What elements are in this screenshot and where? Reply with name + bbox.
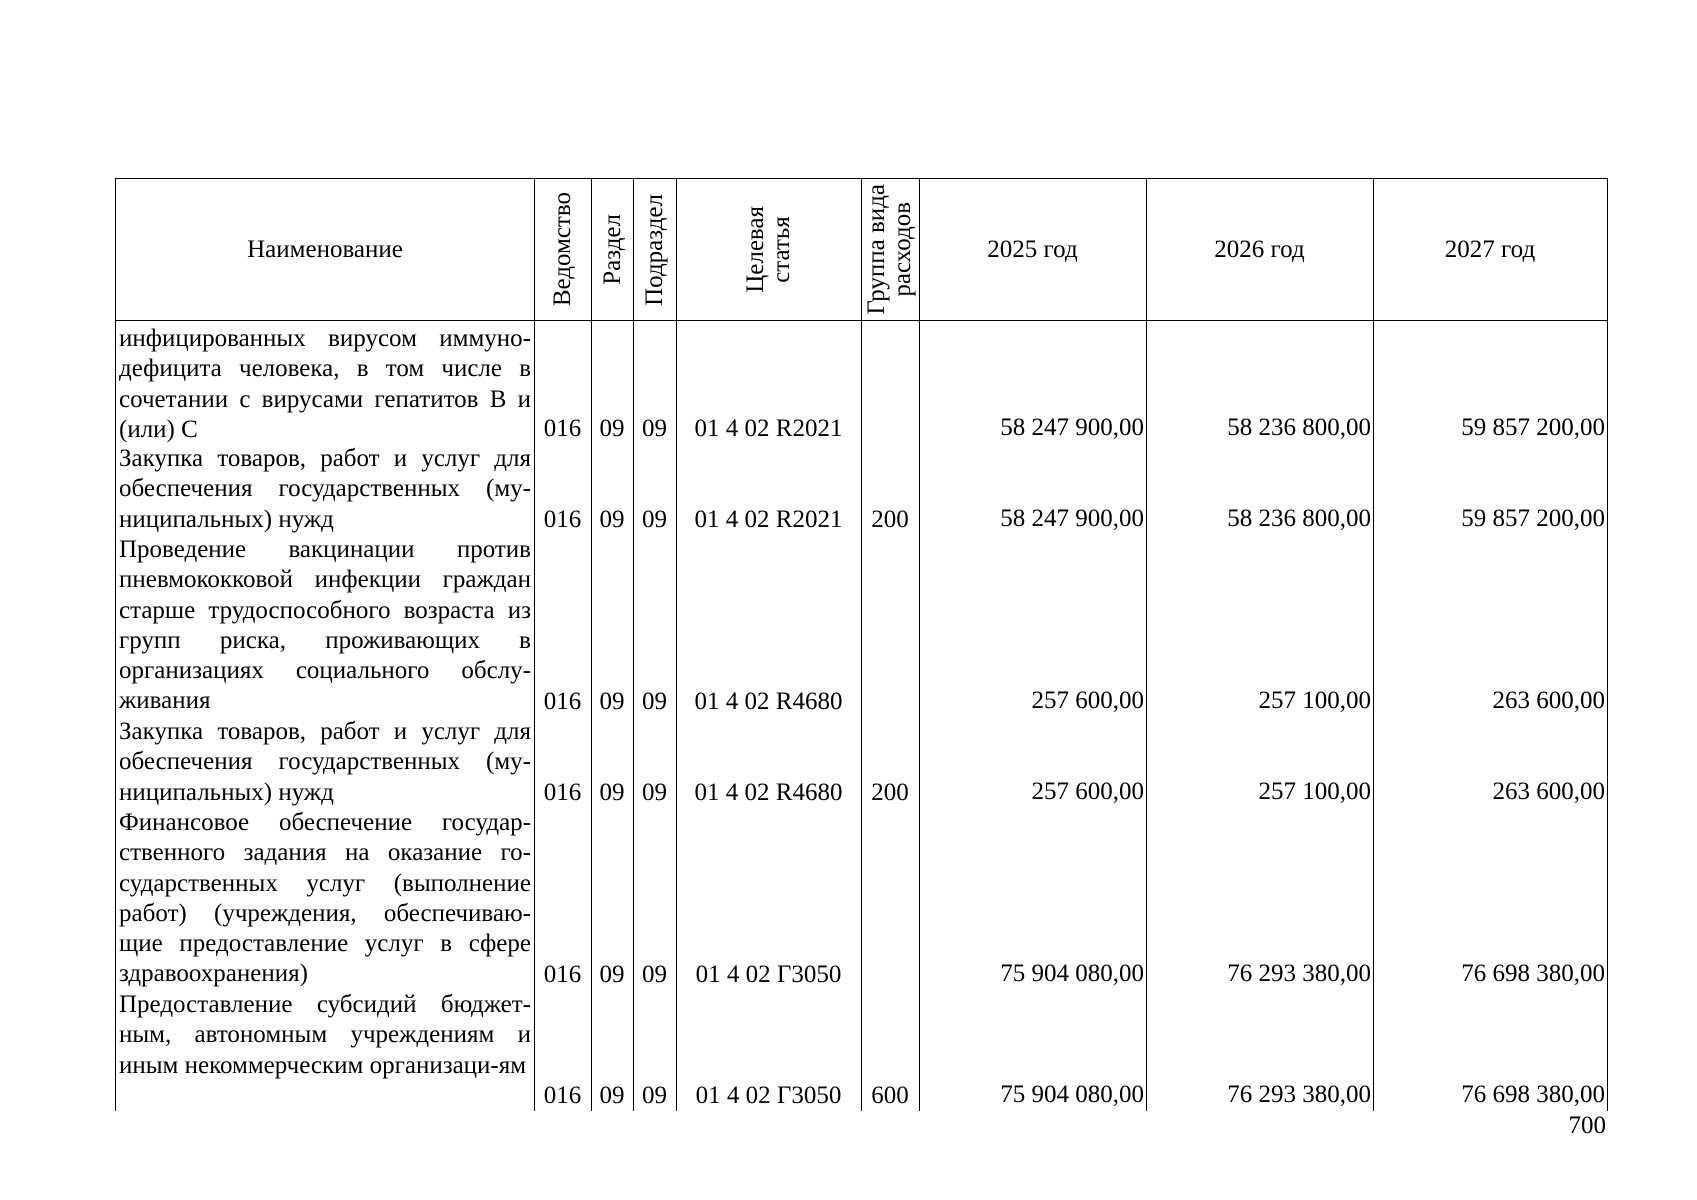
row-amount-2027: 263 600,00	[1492, 687, 1605, 714]
row-amount-2027: 59 857 200,00	[1461, 505, 1605, 532]
header-podrazdel	[633, 179, 676, 320]
row-name: Предоставление субсидий бюджет-ным, автономным учреждениям и иным некоммерческим организаци-ям	[119, 991, 531, 1079]
header-podrazdel-text: Подраздел	[641, 193, 668, 306]
header-razdel-text: Раздел	[598, 214, 626, 285]
row-name: Финансовое обеспечение государ-ственного задания на оказание го-сударственных услуг (выполнение работ) (учреждения, обеспечиваю-щие предоставление услуг в сфере здравоохранения)	[119, 809, 531, 988]
header-vedomstvo	[534, 179, 591, 320]
row-vedomstvo: 016	[543, 1082, 582, 1109]
header-vedomstvo-text: Ведомство	[549, 192, 576, 307]
row-razdel: 09	[599, 688, 625, 715]
header-name-text: Наименование	[247, 236, 403, 263]
row-vedomstvo: 016	[543, 688, 582, 715]
row-podrazdel: 09	[642, 961, 667, 988]
row-razdel: 09	[599, 779, 625, 806]
table-row	[116, 535, 1607, 717]
header-year-2026-text: 2026 год	[1214, 236, 1305, 263]
table-row	[116, 990, 1607, 1111]
row-amount-2027: 263 600,00	[1492, 778, 1605, 805]
row-gruppa: 600	[871, 1082, 909, 1109]
row-amount-2025: 257 600,00	[1031, 778, 1144, 805]
row-amount-2026: 58 236 800,00	[1227, 414, 1371, 441]
row-tselevaya: 01 4 02 Г3050	[695, 961, 842, 988]
row-name: Закупка товаров, работ и услуг для обеспечения государственных (му-ниципальных) нужд	[119, 445, 531, 533]
header-divider	[116, 320, 1607, 321]
row-podrazdel: 09	[642, 688, 667, 715]
row-amount-2026: 257 100,00	[1258, 687, 1371, 714]
header-gruppa-line1: Группа вида	[863, 184, 890, 315]
row-amount-2026: 257 100,00	[1258, 778, 1371, 805]
header-gruppa-text	[864, 184, 916, 315]
row-amount-2026: 76 293 380,00	[1227, 960, 1371, 987]
header-year-2025	[919, 179, 1146, 320]
row-amount-2025: 75 904 080,00	[1000, 1081, 1144, 1108]
budget-table	[115, 178, 1608, 1111]
row-name: инфицированных вирусом иммуно-дефицита человека, в том числе в сочетании с вирусами гепатитов В и (или) С	[119, 325, 531, 443]
row-amount-2027: 76 698 380,00	[1461, 1081, 1605, 1108]
row-razdel: 09	[599, 1082, 625, 1109]
header-razdel	[591, 179, 633, 320]
row-amount-2026: 76 293 380,00	[1227, 1081, 1371, 1108]
table-row	[116, 444, 1607, 535]
header-year-2025-text: 2025 год	[987, 236, 1078, 263]
header-year-2027	[1373, 179, 1607, 320]
header-year-2026	[1146, 179, 1373, 320]
row-amount-2027: 76 698 380,00	[1461, 960, 1605, 987]
row-vedomstvo: 016	[543, 415, 582, 442]
row-razdel: 09	[599, 506, 625, 533]
row-gruppa: 200	[871, 779, 909, 806]
row-tselevaya: 01 4 02 Г3050	[695, 1082, 842, 1109]
table-row	[116, 324, 1607, 444]
header-tselevaya-text	[743, 206, 795, 293]
row-vedomstvo: 016	[543, 961, 582, 988]
row-amount-2025: 58 247 900,00	[1000, 414, 1144, 441]
table-row	[116, 808, 1607, 990]
row-amount-2027: 59 857 200,00	[1461, 414, 1605, 441]
header-tselevaya-line2: статья	[767, 216, 795, 283]
row-tselevaya: 01 4 02 R4680	[694, 688, 843, 715]
row-podrazdel: 09	[642, 1082, 667, 1109]
header-name	[116, 179, 534, 320]
header-tselevaya	[676, 179, 861, 320]
row-gruppa: 200	[871, 506, 909, 533]
row-podrazdel: 09	[642, 506, 667, 533]
row-tselevaya: 01 4 02 R4680	[694, 779, 843, 806]
header-gruppa-line2: расходов	[889, 202, 916, 297]
row-amount-2025: 58 247 900,00	[1000, 505, 1144, 532]
row-vedomstvo: 016	[543, 779, 582, 806]
header-year-2027-text: 2027 год	[1444, 236, 1536, 263]
row-razdel: 09	[599, 415, 625, 442]
row-amount-2025: 75 904 080,00	[1000, 960, 1144, 987]
row-tselevaya: 01 4 02 R2021	[694, 506, 843, 533]
header-gruppa	[861, 179, 919, 320]
row-vedomstvo: 016	[543, 506, 582, 533]
page-number: 700	[1568, 1112, 1606, 1139]
row-name: Проведение вакцинации против пневмококковой инфекции граждан старше трудоспособного возраста из групп риска, проживающих в организациях социального обслу-живания	[119, 536, 531, 715]
row-tselevaya: 01 4 02 R2021	[694, 415, 843, 442]
row-amount-2026: 58 236 800,00	[1227, 505, 1371, 532]
row-name: Закупка товаров, работ и услуг для обеспечения государственных (му-ниципальных) нужд	[119, 718, 531, 806]
table-row	[116, 717, 1607, 808]
row-amount-2025: 257 600,00	[1031, 687, 1144, 714]
row-podrazdel: 09	[642, 415, 667, 442]
header-tselevaya-line1: Целевая	[741, 206, 769, 293]
row-podrazdel: 09	[642, 779, 667, 806]
row-razdel: 09	[599, 961, 625, 988]
